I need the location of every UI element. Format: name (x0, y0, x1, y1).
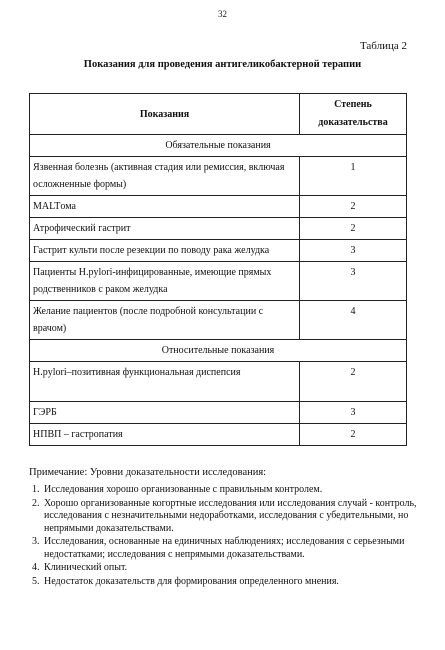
evidence-levels-list (24, 484, 442, 589)
table-row (30, 301, 407, 340)
section-relative: Относительные показания (30, 340, 407, 362)
table-row (30, 424, 407, 446)
table-row (30, 262, 407, 301)
level-cell: 2 (300, 218, 407, 240)
page-number: 32 (218, 9, 227, 19)
table-row (30, 218, 407, 240)
table-header-row (30, 94, 407, 135)
table-row (30, 240, 407, 262)
level-cell: 3 (300, 240, 407, 262)
level-cell: 3 (300, 402, 407, 424)
list-item: 4. Клинический опыт. (42, 562, 442, 575)
indication-cell: Желание пациентов (после подробной консультации с врачом) (30, 301, 300, 340)
level-cell: 4 (300, 301, 407, 340)
table-row (30, 196, 407, 218)
table-row (30, 362, 407, 402)
note-title: Примечание: Уровни доказательности исследования: (29, 467, 267, 478)
indication-cell: Атрофический гастрит (30, 218, 300, 240)
level-cell: 3 (300, 262, 407, 301)
section-mandatory: Обязательные показания (30, 135, 407, 157)
level-cell: 2 (300, 196, 407, 218)
level-cell: 2 (300, 362, 407, 402)
list-item: 1. Исследования хорошо организованные с правильным контролем. (42, 484, 442, 497)
list-item: 3. Исследования, основанные на единичных наблюдениях; исследования с серьезными недостатками; исследования с непрямыми доказательствами. (42, 536, 442, 561)
indication-cell: H.pylori–позитивная функциональная диспепсия (30, 362, 300, 402)
header-indications: Показания (30, 94, 300, 135)
section-row (30, 135, 407, 157)
indication-cell: Язвенная болезнь (активная стадия или ремиссия, включая осложненные формы) (30, 157, 300, 196)
indication-cell: Гастрит культи после резекции по поводу рака желудка (30, 240, 300, 262)
indications-table (29, 93, 407, 446)
indication-cell: MALTома (30, 196, 300, 218)
table-label: Таблица 2 (359, 40, 407, 52)
indication-cell: Пациенты H.pylori-инфицированные, имеющие прямых родственников с раком желудка (30, 262, 300, 301)
list-item: 2. Хорошо организованные когортные исследования или исследования случай - контроль, исследования с незначительными недоработками, исследования с убедительными, но непрямыми доказательствами. (42, 498, 442, 536)
header-evidence-level: Степень доказательства (300, 94, 407, 135)
list-item: 5. Недостаток доказательств для формирования определенного мнения. (42, 576, 442, 589)
indication-cell: ГЭРБ (30, 402, 300, 424)
table-title: Показания для проведения антигеликобактерной терапии (83, 59, 362, 70)
level-cell: 1 (300, 157, 407, 196)
table-row (30, 157, 407, 196)
table-row (30, 402, 407, 424)
indication-cell: НПВП – гастропатия (30, 424, 300, 446)
level-cell: 2 (300, 424, 407, 446)
section-row (30, 340, 407, 362)
